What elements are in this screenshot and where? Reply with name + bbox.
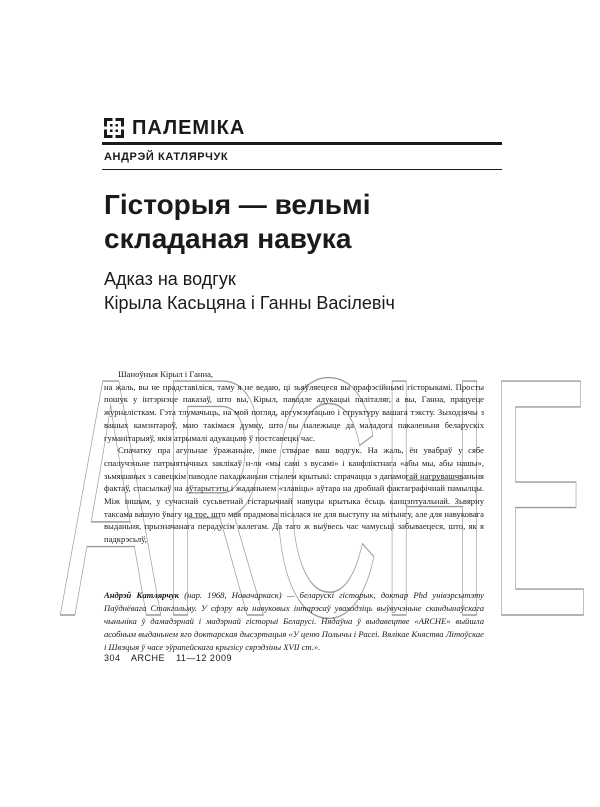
- title-line: складаная навука: [104, 223, 352, 254]
- journal-name: ARCHE: [131, 653, 166, 663]
- article-title: [104, 188, 484, 256]
- author-bio: [104, 589, 484, 654]
- bio-author-name: Андрэй Катлярчук: [104, 590, 180, 600]
- author-rule: [102, 169, 502, 170]
- page-footer: [104, 653, 240, 663]
- watermark-text: ARCHE: [60, 308, 590, 645]
- rubric-label: ПАЛЕМІКА: [132, 116, 246, 139]
- article-body: [104, 368, 484, 546]
- body-paragraph: Спачатку пра агульнае ўражаньне, якое стварае ваш водгук. На жаль, ён увабраў у сябе спалучэньне патрыятычных заклікаў н-ля «мы самі з вусамі» і канфліктнага «абы мы, абы нашы», зьмяшаных з савецкім паводле пахаджаньня стылем крытыкі: спрачацца з дапамогай нагрувашчваньня фактаў, спасылкаў на аўтарытэты і жаданьнем «злавіць» аўтара на дробнай фактаграфічнай памылцы. Між іншым, у сучаснай сусьветнай гістарычнай навуцы крытыка ёсьць канцэптуальнай. Зьвярну таксама вашую ўвагу на тое, што мая прадмова пісалася не для выступу на мітынгу, але для навуковага выданьня, прызначанага перадусім калегам. Да таго ж выўвесь час чамусьці забываецеся, што, як я падкрэсьлў,: [104, 445, 484, 545]
- page-number: 304: [104, 653, 121, 663]
- article-subtitle: [104, 267, 504, 315]
- subtitle-line: Адказ на водгук: [104, 269, 236, 289]
- title-line: Гісторыя — вельмі: [104, 189, 371, 220]
- bio-text: (нар. 1968, Новачаркаск) — беларускі гісторык, доктар Phd унівэрсытэту Паўднёвага Стакгольму. У сфэру яго навуковых інтарэсаў уваходзіць выўвучэньне скандынаўскага чыньніка ў дамадэрнай і мадэрнай гісторыі Беларусі. Нядаўна ў выдавецтве «ARCHE» выйшла асобным выданьнем яго доктарская дысэртацыя «У ценю Полычы і Расеі. Вялікае Княства Літоўскае і Швэцыя ў часе эўрапейскага крызісу сярэдзіны XVII ст.».: [104, 590, 484, 652]
- issue-number: 11—12 2009: [176, 653, 232, 663]
- subtitle-line: Кірыла Касьцяна і Ганны Васілевіч: [104, 293, 395, 313]
- header-rule: [102, 142, 502, 145]
- rubric-square-icon: [104, 118, 124, 138]
- body-paragraph: на жаль, вы не прадставіліся, таму я не ведаю, ці зьяўляецеся вы прафэсійнымі гісторыкамі. Просты пошук у інтэрнэце паказаў, што вы, Кірыл, паводле адукацыі паліталяг, а вы, Ганна, працуеце журналісткам. Гэта тлумачыць, на мой погляд, аргумэнтацыю і структуру вашага тэксту. Зыходзячы з вашых камэнтароў, маю такімася думку, што вы належыце да маладога пакаленьня беларускіх гуманітарыяў, якія атрымалі адукацыю ў постсавецкі час.: [104, 381, 484, 443]
- greeting: Шаноўныя Кірыл і Ганна,: [118, 369, 214, 379]
- article-author: АНДРЭЙ КАТЛЯРЧУК: [104, 151, 229, 163]
- rubric-header: [104, 113, 245, 143]
